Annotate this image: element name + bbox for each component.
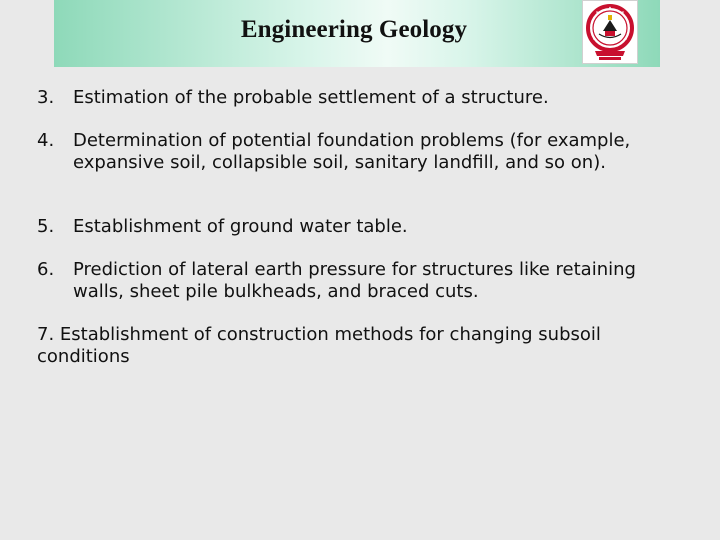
list-item bbox=[37, 130, 687, 174]
slide-title bbox=[54, 16, 660, 44]
list-item-text: Prediction of lateral earth pressure for structures like retaining walls, sheet pile bulkheads, and braced cuts. bbox=[73, 259, 636, 302]
list-item-unindented: 7. Establishment of construction methods for changing subsoil conditions bbox=[37, 324, 601, 367]
list-item-number: 3. bbox=[37, 87, 55, 108]
list-item-number: 5. bbox=[37, 216, 55, 237]
list-item-text: Determination of potential foundation problems (for example, expansive soil, collapsible soil, sanitary landfill, and so on). bbox=[73, 130, 631, 173]
list-item bbox=[37, 259, 687, 303]
university-seal-icon bbox=[582, 0, 638, 64]
list-item bbox=[37, 216, 687, 238]
slide-header bbox=[54, 0, 660, 67]
list-item-text: Establishment of ground water table. bbox=[73, 216, 408, 237]
slide-title-text: Engineering Geology bbox=[240, 16, 468, 43]
list-item-text: Estimation of the probable settlement of a structure. bbox=[73, 87, 549, 108]
list-item bbox=[37, 87, 687, 109]
list-item-number: 6. bbox=[37, 259, 55, 280]
list-item-number: 4. bbox=[37, 130, 55, 151]
